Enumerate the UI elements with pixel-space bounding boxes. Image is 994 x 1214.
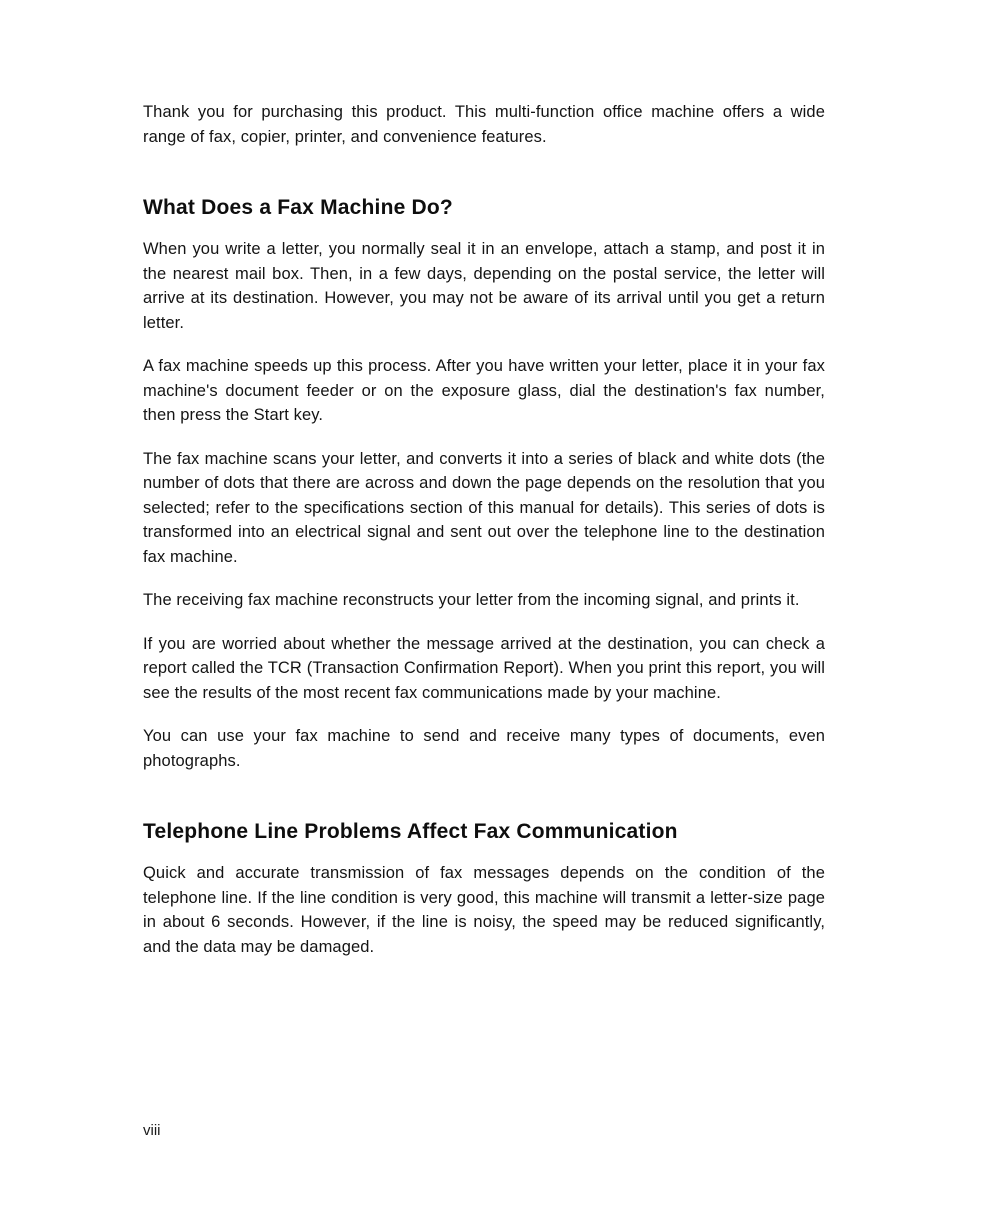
body-paragraph: The receiving fax machine reconstructs your letter from the incoming signal, and prints it. (143, 591, 800, 609)
page-content (143, 100, 825, 978)
body-paragraph: Quick and accurate transmission of fax messages depends on the condition of the telephone line. If the line condition is very good, this machine will transmit a letter-size page in about 6 seconds. However, if the line is noisy, the speed may be reduced significantly, and the data may be damaged. (143, 864, 825, 956)
section-heading-telephone-line-problems: Telephone Line Problems Affect Fax Communication (143, 820, 678, 843)
body-paragraph: The fax machine scans your letter, and converts it into a series of black and white dots (the number of dots that there are across and down the page depends on the resolution that you selected; refer to the specifications section of this manual for details). This series of dots is transformed into an electrical signal and sent out over the telephone line to the destination fax machine. (143, 449, 825, 566)
body-paragraph: A fax machine speeds up this process. After you have written your letter, place it in your fax machine's document feeder or on the exposure glass, dial the destination's fax number, then press the Start key. (143, 357, 825, 424)
page-number: viii (143, 1122, 161, 1139)
body-paragraph: You can use your fax machine to send and receive many types of documents, even photographs. (143, 727, 825, 770)
intro-paragraph: Thank you for purchasing this product. This multi-function office machine offers a wide range of fax, copier, printer, and convenience features. (143, 103, 825, 146)
section-heading-what-does-a-fax-machine-do: What Does a Fax Machine Do? (143, 196, 453, 219)
body-paragraph: If you are worried about whether the message arrived at the destination, you can check a report called the TCR (Transaction Confirmation Report). When you print this report, you will see the results of the most recent fax communications made by your machine. (143, 634, 825, 702)
body-paragraph: When you write a letter, you normally seal it in an envelope, attach a stamp, and post it in the nearest mail box. Then, in a few days, depending on the postal service, the letter will arrive at its destination. However, you may not be aware of its arrival until you get a return letter. (143, 240, 825, 332)
